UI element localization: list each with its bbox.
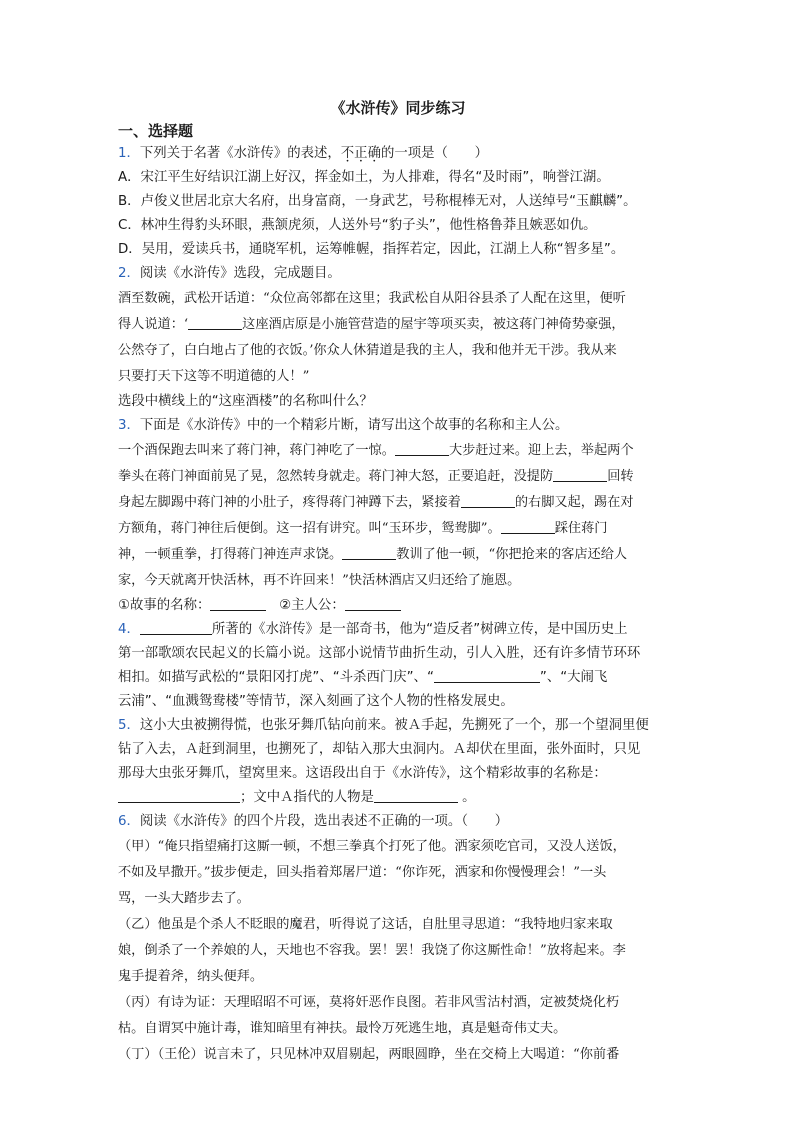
passage-line: 得人说道：‘ 这座酒店原是小施管营造的屋宇等项买卖，被这蒋门神倚势豪强， bbox=[118, 317, 625, 332]
passage-line: 鬼手提着斧，纳头便拜。 bbox=[118, 969, 264, 984]
question-5-line: 5．这小大虫被搠得慌，也张牙舞爪钻向前来。被Ａ手起，先搠死了一个，那一个望洞里便 bbox=[118, 718, 649, 733]
emphasis-char: 正 bbox=[354, 146, 368, 161]
question-3-stem: 3．下面是《水浒传》中的一个精彩片断，请写出这个故事的名称和主人公。 bbox=[118, 418, 569, 433]
passage-line: 酒至数碗，武松开话道：“众位高邻都在这里；我武松自从阳谷县杀了人配在这里，便听 bbox=[118, 291, 626, 306]
passage-line: 一个酒保跑去叫来了蒋门神，蒋门神吃了一惊。 大步赶过来。迎上去，举起两个 bbox=[118, 443, 634, 458]
passage-line: 枯。自谓冥中施计毒，谁知暗里有神扶。最怜万死逃生地，真是魁奇伟丈夫。 bbox=[118, 1021, 567, 1036]
answer-blank[interactable] bbox=[188, 315, 242, 330]
passage-line: 不如及早撒开。”拔步便走，回头指着郑屠尸道：“你诈死，洒家和你慢慢理会！”一头 bbox=[118, 865, 607, 880]
passage-line: 公然夺了，白白地占了他的衣饭。’你众人休猜道是我的主人，我和他并无干涉。我从来 bbox=[118, 343, 617, 358]
question-number: 1． bbox=[118, 146, 140, 161]
passage-line: 拳头在蒋门神面前晃了晃，忽然转身就走。蒋门神大怒，正要追赶，没提防 回转 bbox=[118, 469, 634, 484]
passage-line: （丙）有诗为证：天理昭昭不可诬，莫将奸恶作良图。若非风雪沽村酒，定被焚烧化朽 bbox=[118, 995, 620, 1010]
question-5-line: 那母大虫张牙舞爪，望窝里来。这语段出自于《水浒传》，这个精彩故事的名称是： bbox=[118, 766, 607, 781]
question-5-line: 钻了入去，Ａ赶到洞里，也搠死了，却钻入那大虫洞内。Ａ却伏在里面，张外面时，只见 bbox=[118, 742, 641, 757]
question-number: 2． bbox=[118, 266, 140, 281]
passage-line: 身起左脚踢中蒋门神的小肚子，疼得蒋门神蹲下去，紧接着 的右脚又起，踢在对 bbox=[118, 495, 634, 510]
section-heading: 一、选择题 bbox=[118, 122, 194, 140]
episode-blank[interactable] bbox=[434, 668, 540, 683]
question-2-stem: 2．阅读《水浒传》选段，完成题目。 bbox=[118, 266, 341, 281]
story-name-blank[interactable] bbox=[118, 788, 240, 803]
question-4-line: 相扣。如描写武松的“景阳冈打虎”、“斗杀西门庆”、“ ”、“大闹飞 bbox=[118, 670, 608, 685]
worksheet bbox=[118, 96, 678, 1068]
answer-blank[interactable] bbox=[395, 441, 449, 456]
passage-line: （乙）他虽是个杀人不眨眼的魔君，听得说了这话，自肚里寻思道：“我特地归家来取 bbox=[118, 917, 613, 932]
question-1-stem: 1．下列关于名著《水浒传》的表述，不正确的一项是（ ） bbox=[118, 146, 489, 161]
passage-line: 家，今天就离开快活林，再不许回来！”快活林酒店又归还给了施恩。 bbox=[118, 573, 521, 588]
passage-line: 神，一顿重拳，打得蒋门神连声求饶。 教训了他一顿，“你把抢来的客店还给人 bbox=[118, 547, 628, 562]
passage-line: （丁）（王伦）说言未了，只见林冲双眉剔起，两眼圆睁，坐在交椅上大喝道：“你前番 bbox=[118, 1047, 620, 1062]
question-2-prompt: 选段中横线上的“这座酒楼”的名称叫什么？ bbox=[118, 394, 373, 409]
story-name-blank[interactable] bbox=[210, 596, 266, 611]
passage-line: 方额角，蒋门神往后便倒。这一招有讲究。叫“玉环步，鸳鸯脚”。 踩住蒋门 bbox=[118, 521, 608, 536]
passage-line: 只要打天下这等不明道德的人！” bbox=[118, 369, 310, 384]
protagonist-blank[interactable] bbox=[345, 596, 401, 611]
question-number: 4． bbox=[118, 622, 140, 637]
question-3-answers: ①故事的名称： ②主人公： bbox=[118, 594, 678, 618]
option-b: B．卢俊义世居北京大名府，出身富商，一身武艺，号称棍棒无对，人送绰号“玉麒麟”。 bbox=[118, 194, 637, 209]
option-c: C．林冲生得豹头环眼，燕颔虎须，人送外号“豹子头”，他性格鲁莽且嫉恶如仇。 bbox=[118, 218, 597, 233]
question-4-line: 云浦”、“血溅鸳鸯楼”等情节，深入刻画了这个人物的性格发展史。 bbox=[118, 694, 514, 709]
option-a: A．宋江平生好结识江湖上好汉，挥金如土，为人排难，得名“及时雨”，响誉江湖。 bbox=[118, 170, 610, 185]
question-number: 3． bbox=[118, 418, 140, 433]
question-4-line: 4． 所著的《水浒传》是一部奇书，他为“造反者”树碑立传，是中国历史上 bbox=[118, 622, 628, 637]
passage-line: 骂，一头大踏步去了。 bbox=[118, 891, 250, 906]
question-number: 5． bbox=[118, 718, 140, 733]
question-6-stem: 6．阅读《水浒传》的四个片段，选出表述不正确的一项。（ ） bbox=[118, 814, 509, 829]
answer-blank[interactable] bbox=[553, 467, 607, 482]
emphasis-char: 确 bbox=[367, 146, 381, 161]
option-d: D．吴用，爱读兵书，通晓军机，运筹帷幄，指挥若定，因此，江湖上人称“智多星”。 bbox=[118, 242, 625, 257]
emphasis-char: 不 bbox=[340, 146, 355, 161]
passage-line: 娘，倒杀了一个养娘的人，天地也不容我。罢！罢！我饶了你这厮性命！”放将起来。李 bbox=[118, 943, 626, 958]
character-blank[interactable] bbox=[374, 788, 458, 803]
question-number: 6． bbox=[118, 814, 140, 829]
answer-blank[interactable] bbox=[501, 519, 555, 534]
author-blank[interactable] bbox=[140, 620, 212, 635]
question-4-line: 第一部歌颂农民起义的长篇小说。这部小说情节曲折生动，引人入胜，还有许多情节环环 bbox=[118, 646, 641, 661]
page-title: 《水浒传》同步练习 bbox=[330, 99, 466, 117]
passage-line: （甲）“俺只指望痛打这厮一顿，不想三拳真个打死了他。洒家须吃官司，又没人送饭， bbox=[118, 839, 626, 854]
answer-blank[interactable] bbox=[342, 545, 396, 560]
answer-blank[interactable] bbox=[461, 493, 515, 508]
question-5-line: ；文中Ａ指代的人物是 。 bbox=[118, 786, 678, 810]
